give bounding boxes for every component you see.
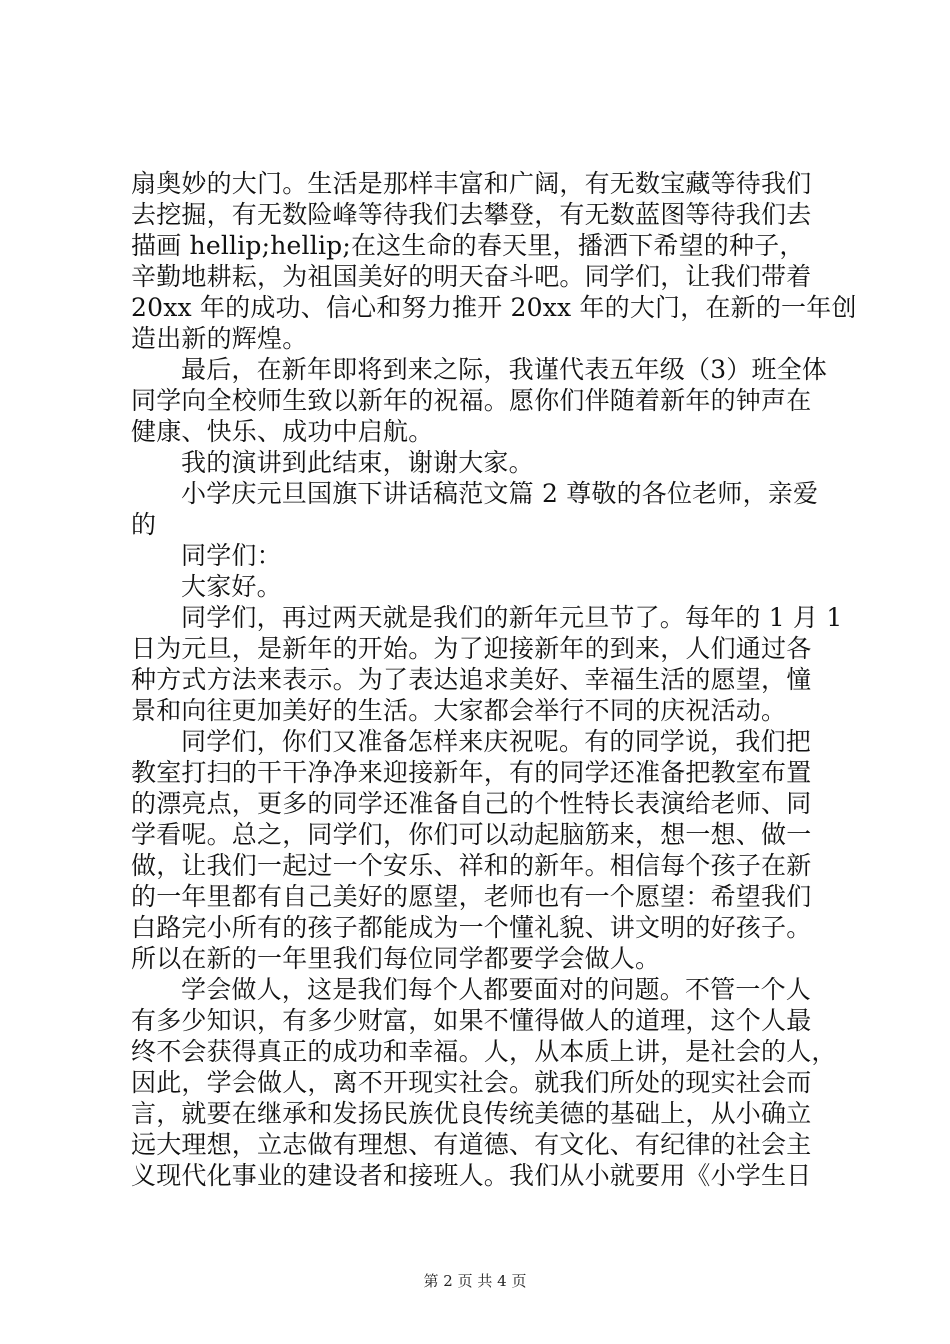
text-line: 远大理想，立志做有理想、有道德、有文化、有纪律的社会主 [131,1130,812,1159]
paragraph-start-line: 我的演讲到此结束，谢谢大家。 [181,448,534,477]
text-line: 做，让我们一起过一个安乐、祥和的新年。相信每个孩子在新 [131,851,812,880]
text-line: 辛勤地耕耘，为祖国美好的明天奋斗吧。同学们，让我们带着 [131,262,812,291]
text-line: 描画 hellip;hellip;在这生命的春天里，播洒下希望的种子， [131,231,805,260]
page-number-footer: 第 2 页 共 4 页 [423,1272,527,1290]
text-line: 的漂亮点，更多的同学还准备自己的个性特长表演给老师、同 [131,789,812,818]
text-line: 因此，学会做人，离不开现实社会。就我们所处的现实社会而 [131,1068,812,1097]
text-line: 言，就要在继承和发扬民族优良传统美德的基础上，从小确立 [131,1099,812,1128]
document-body [131,168,857,1191]
paragraph-start-line: 同学们，你们又准备怎样来庆祝呢。有的同学说，我们把 [181,727,812,756]
text-line: 义现代化事业的建设者和接班人。我们从小就要用《小学生日 [131,1161,812,1190]
paragraph-start-line: 最后，在新年即将到来之际，我谨代表五年级（3）班全体 [181,355,828,384]
text-line: 扇奥妙的大门。生活是那样丰富和广阔，有无数宝藏等待我们 [131,169,812,198]
text-line: 学看呢。总之，同学们，你们可以动起脑筋来，想一想、做一 [131,820,812,849]
text-line: 日为元旦，是新年的开始。为了迎接新年的到来，人们通过各 [131,634,812,663]
text-line: 种方式方法来表示。为了表达追求美好、幸福生活的愿望，憧 [131,665,812,694]
paragraph-start-line: 同学们，再过两天就是我们的新年元旦节了。每年的 1 月 1 [181,603,843,632]
text-line: 造出新的辉煌。 [131,324,308,353]
salutation-line: 同学们： [181,541,282,570]
paragraph-start-line: 学会做人，这是我们每个人都要面对的问题。不管一个人 [181,975,812,1004]
text-line: 去挖掘，有无数险峰等待我们去攀登，有无数蓝图等待我们去 [131,200,812,229]
greeting-line: 大家好。 [181,572,282,601]
text-line: 有多少知识，有多少财富，如果不懂得做人的道理，这个人最 [131,1006,812,1035]
text-line: 20xx 年的成功、信心和努力推开 20xx 年的大门，在新的一年创 [131,293,857,322]
text-line: 健康、快乐、成功中启航。 [131,417,434,446]
text-line: 终不会获得真正的成功和幸福。人，从本质上讲，是社会的人， [131,1037,837,1066]
text-line: 教室打扫的干干净净来迎接新年，有的同学还准备把教室布置 [131,758,812,787]
section-heading-line: 小学庆元旦国旗下讲话稿范文篇 2 尊敬的各位老师，亲爱 [181,479,819,508]
text-line: 所以在新的一年里我们每位同学都要学会做人。 [131,944,661,973]
text-line: 景和向往更加美好的生活。大家都会举行不同的庆祝活动。 [131,696,787,725]
text-line: 同学向全校师生致以新年的祝福。愿你们伴随着新年的钟声在 [131,386,812,415]
text-line: 的一年里都有自己美好的愿望，老师也有一个愿望：希望我们 [131,882,812,911]
text-line: 的 [131,510,157,539]
text-line: 白路完小所有的孩子都能成为一个懂礼貌、讲文明的好孩子。 [131,913,812,942]
